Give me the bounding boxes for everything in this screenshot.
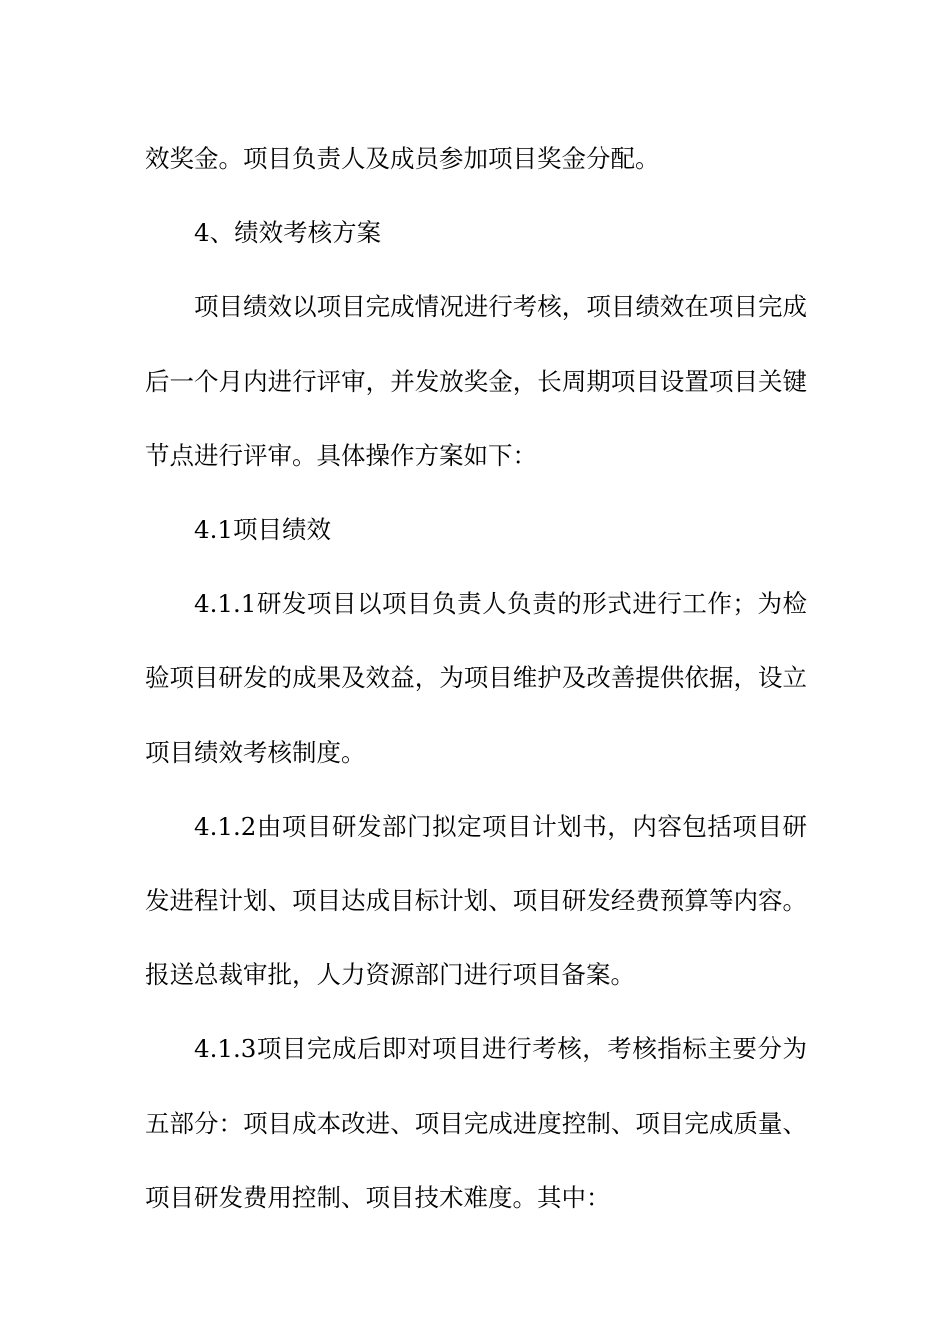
document-body bbox=[145, 122, 807, 1235]
paragraph-4-1-2: 4.1.2由项目研发部门拟定项目计划书，内容包括项目研发进程计划、项目达成目标计划、项目研发经费预算等内容。报送总裁审批，人力资源部门进行项目备案。 bbox=[145, 811, 807, 990]
subsection-heading-project-performance: 4.1项目绩效 bbox=[194, 515, 331, 545]
paragraph-performance-overview: 项目绩效以项目完成情况进行考核，项目绩效在项目完成后一个月内进行评审，并发放奖金，长周期项目设置项目关键节点进行评审。具体操作方案如下： bbox=[145, 292, 807, 470]
paragraph-continuation: 效奖金。项目负责人及成员参加项目奖金分配。 bbox=[145, 144, 660, 173]
section-heading-performance-plan: 4、绩效考核方案 bbox=[194, 218, 382, 248]
paragraph-4-1-3: 4.1.3项目完成后即对项目进行考核，考核指标主要分为五部分：项目成本改进、项目完成进度控制、项目完成质量、项目研发费用控制、项目技术难度。其中： bbox=[145, 1034, 807, 1212]
paragraph-4-1-1: 4.1.1研发项目以项目负责人负责的形式进行工作；为检验项目研发的成果及效益，为项目维护及改善提供依据，设立项目绩效考核制度。 bbox=[145, 589, 807, 767]
